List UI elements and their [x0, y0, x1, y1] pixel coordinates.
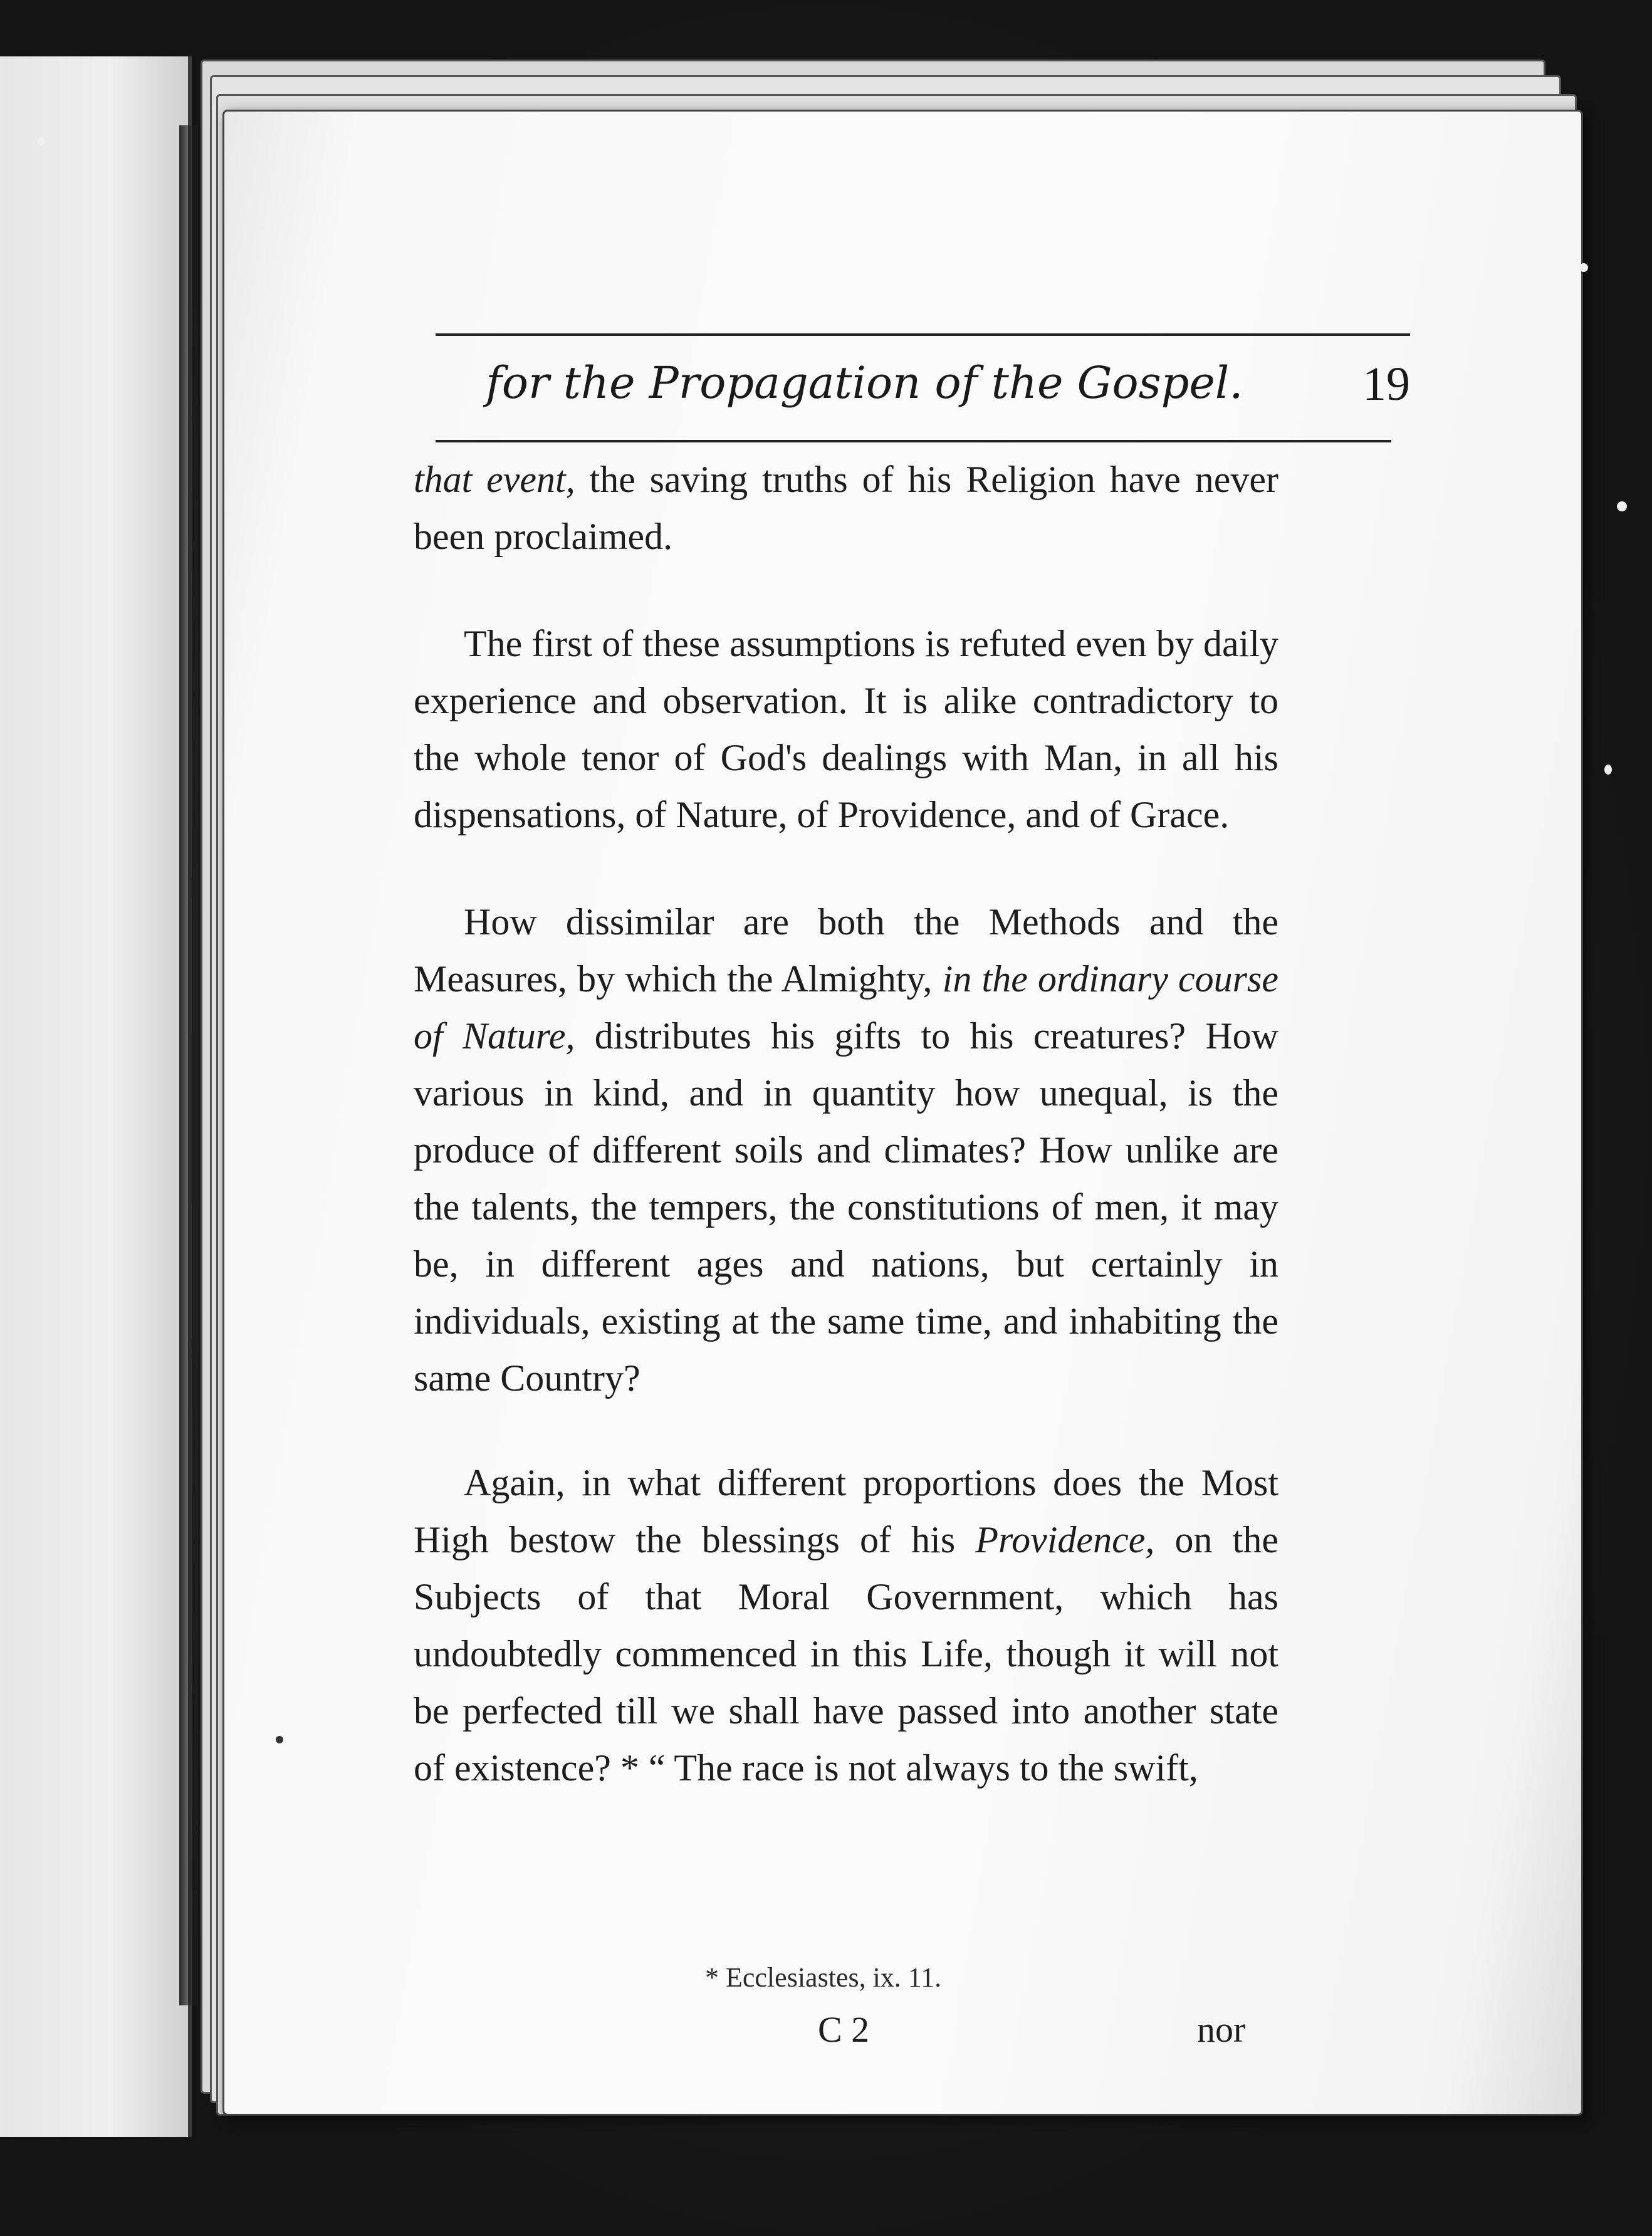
dust-speck	[1617, 501, 1627, 511]
gutter-shadow	[179, 125, 198, 2005]
paragraph-1-text: the saving truths of his Religion have never been proclaimed.	[414, 459, 1278, 557]
catchword: nor	[1197, 2009, 1246, 2050]
dust-speck	[1579, 263, 1588, 272]
footnote: * Ecclesiastes, ix. 11.	[705, 1962, 942, 1993]
dust-speck	[276, 1736, 283, 1743]
paragraph-4-italic: Providence,	[975, 1519, 1155, 1560]
paragraph-1	[414, 451, 1278, 565]
paragraph-3-italic: in the ordinary course of Nature,	[414, 958, 1278, 1057]
paragraph-1-italic: that event,	[414, 459, 575, 500]
page-body-text	[414, 451, 1278, 1797]
paragraph-3-text-a: How dissimilar are both the Methods and the Measures, by which the Almighty,	[414, 901, 1278, 1000]
dust-speck	[1604, 765, 1612, 775]
paragraph-2: The first of these assumptions is refuted even by daily experience and observation. It is alike contradictory to the whole tenor of God's dealings with Man, in all his dispensations, of Nature, of Providence, and of Grace.	[414, 623, 1278, 835]
page-header	[436, 351, 1410, 426]
paragraph-4	[414, 1455, 1278, 1797]
page-number: 19	[1362, 358, 1410, 410]
left-page-edge	[0, 56, 192, 2137]
paragraph-4-text-b: on the Subjects of that Moral Government, which has undoubtedly commenced in this Life, though it will not be perfected till we shall have passed into another state of existence? * “ The race is not always to the swift,	[414, 1519, 1278, 1789]
header-rule-bottom	[436, 440, 1391, 442]
paragraph-3-text-b: distributes his gifts to his creatures? How various in kind, and in quantity how unequal, is the produce of different soils and climates? How unlike are the talents, the tempers, the constitutions of men, it may be, in different ages and nations, but certainly in individuals, existing at the same time, and inhabiting the same Country?	[414, 1015, 1278, 1399]
paragraph-4-text-a: Again, in what different proportions does the Most High bestow the blessings of his	[414, 1462, 1278, 1560]
paragraph-3	[414, 894, 1278, 1407]
signature-mark: C 2	[818, 2009, 870, 2050]
header-rule-top	[436, 333, 1410, 336]
dust-speck	[38, 138, 45, 145]
running-head: for the Propagation of the Gospel.	[486, 357, 1243, 409]
